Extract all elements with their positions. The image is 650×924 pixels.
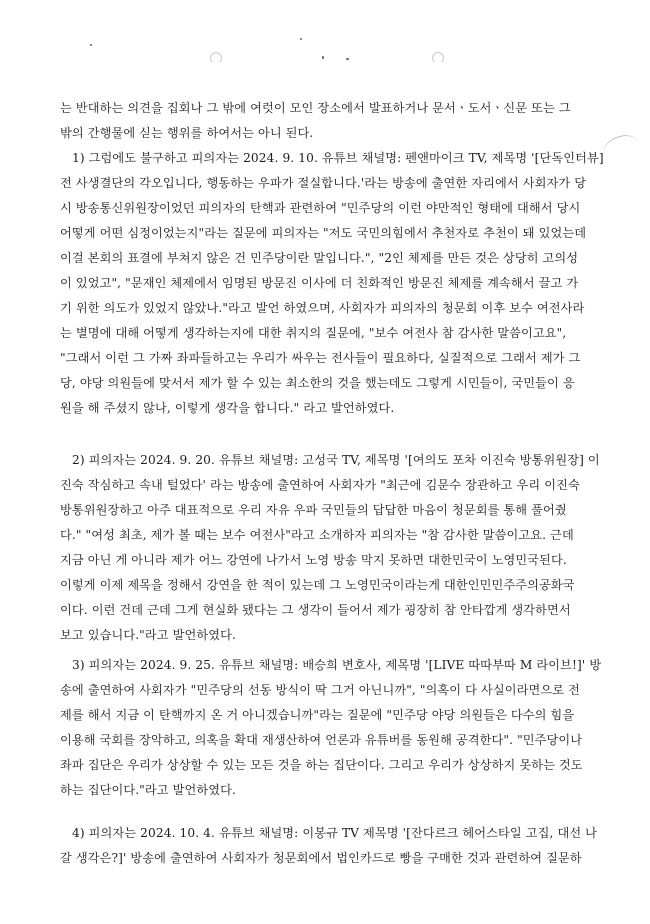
item-line: 갈 생각은?]' 방송에 출연하여 사회자가 청문회에서 법인카드로 빵을 구매한 것과 관련하여 질문하 — [60, 851, 582, 865]
item-line: 진숙 작심하고 속내 털었다' 라는 방송에 출연하여 사회자가 "최근에 김문수 장관하고 우리 이진숙 — [60, 478, 580, 492]
item-line: 4) 피의자는 2024. 10. 4. 유튜브 채널명: 이봉규 TV 제목명 '[잔다르크 헤어스타일 고집, 대선 나 — [72, 826, 598, 840]
item-line: 보고 있습니다."라고 발언하였다. — [60, 628, 236, 642]
intro-line: 는 반대하는 의견을 집회나 그 밖에 여럿이 모인 장소에서 발표하거나 문서ㆍ도서ㆍ신문 또는 그 — [60, 101, 571, 115]
item-line: 2) 피의자는 2024. 9. 20. 유튜브 채널명: 고성국 TV, 제목명 '[여의도 포차 이진숙 방통위원장] 이 — [72, 453, 600, 467]
punch-hole-mark — [210, 52, 222, 64]
item-line: 하는 집단이다."라고 발언하였다. — [60, 783, 236, 797]
margin-pen-mark — [602, 131, 641, 161]
item-line: 좌파 집단은 우리가 상상할 수 있는 모든 것을 하는 집단이다. 그리고 우리가 상상하지 못하는 것도 — [60, 758, 583, 772]
punch-hole-mark — [432, 52, 444, 64]
item-line: 방통위원장하고 아주 대표적으로 우리 자유 우파 국민들의 답답한 마음이 청문회를 통해 풀어줬 — [60, 503, 567, 517]
item-line: 당, 야당 의원들에 맞서서 제가 할 수 있는 최소한의 것을 했는데도 그렇게 시민들이, 국민들이 응 — [60, 376, 575, 390]
scan-speck — [322, 56, 324, 59]
item-line: 기 위한 의도가 있었지 않았나."라고 발언 하였으며, 사회자가 피의자의 청문회 이후 보수 여전사라 — [60, 301, 585, 315]
item-line: 이다. 이런 건데 근데 그게 현실화 됐다는 그 생각이 들어서 제가 굉장히 참 안타깝게 생각하면서 — [60, 603, 571, 617]
scan-speck — [300, 38, 302, 40]
item-line: 1) 그럼에도 불구하고 피의자는 2024. 9. 10. 유튜브 채널명: 펜앤마이크 TV, 제목명 '[단독인터뷰] — [72, 151, 604, 165]
item-line: 원을 해 주셨지 않나, 이렇게 생각을 합니다." 라고 발언하였다. — [60, 401, 395, 415]
item-line: "그래서 이런 그 가짜 좌파들하고는 우리가 싸우는 전사들이 필요하다, 실질적으로 그래서 제가 그 — [60, 351, 581, 365]
item-line: 지금 아닌 게 아니라 제가 어느 강연에 나가서 노영 방송 막지 못하면 대한민국이 노영민국된다. — [60, 553, 567, 567]
item-line: 송에 출연하여 사회자가 "민주당의 선동 방식이 딱 그거 아닌니까", "의혹이 다 사실이라면으로 전 — [60, 683, 580, 697]
item-line: 이걸 본회의 표결에 부쳐지 않은 건 민주당이란 말입니다.", "2인 체제를 만든 것은 상당히 고의성 — [60, 251, 579, 265]
item-line: 다." "여성 최초, 제가 볼 때는 보수 여전사"라고 소개하자 피의자는 "참 감사한 말씀이고요. 근데 — [60, 528, 574, 542]
scan-speck — [346, 58, 349, 60]
item-line: 시 방송통신위원장이었던 피의자의 탄핵과 관련하여 "민주당의 이런 야만적인 형태에 대해서 당시 — [60, 201, 581, 215]
item-line: 제를 해서 지금 이 탄핵까지 온 거 아니겠습니까"라는 질문에 "민주당 야당 의원들은 다수의 힘을 — [60, 708, 575, 722]
scan-speck — [90, 44, 92, 46]
item-line: 이용해 국회를 장악하고, 의혹을 확대 재생산하여 언론과 유튜버를 동원해 공격한다". "민주당이나 — [60, 733, 583, 747]
item-line: 는 별명에 대해 어떻게 생각하는지에 대한 취지의 질문에, "보수 여전사 참 감사한 말씀이고요", — [60, 326, 567, 340]
item-line: 어떻게 어떤 심정이었는지"라는 질문에 피의자는 "저도 국민의힘에서 추천자로 추천이 돼 있었는데 — [60, 226, 587, 240]
item-line: 이 있었고", "문재인 체제에서 임명된 방문진 이사에 더 친화적인 방문진 체제를 계속해서 끌고 가 — [60, 276, 579, 290]
item-line: 3) 피의자는 2024. 9. 25. 유튜브 채널명: 배승희 변호사, 제목명 '[LIVE 따따부따 M 라이브!]' 방 — [72, 658, 602, 672]
intro-line: 밖의 간행물에 싣는 행위를 하여서는 아니 된다. — [60, 126, 314, 140]
item-line: 이렇게 이제 제목을 정해서 강연을 한 적이 있는데 그 노영민국이라는게 대한인민민주주의공화국 — [60, 578, 575, 592]
item-line: 전 사생결단의 각오입니다, 행동하는 우파가 절실합니다.'라는 방송에 출연한 자리에서 사회자가 당 — [60, 176, 587, 190]
